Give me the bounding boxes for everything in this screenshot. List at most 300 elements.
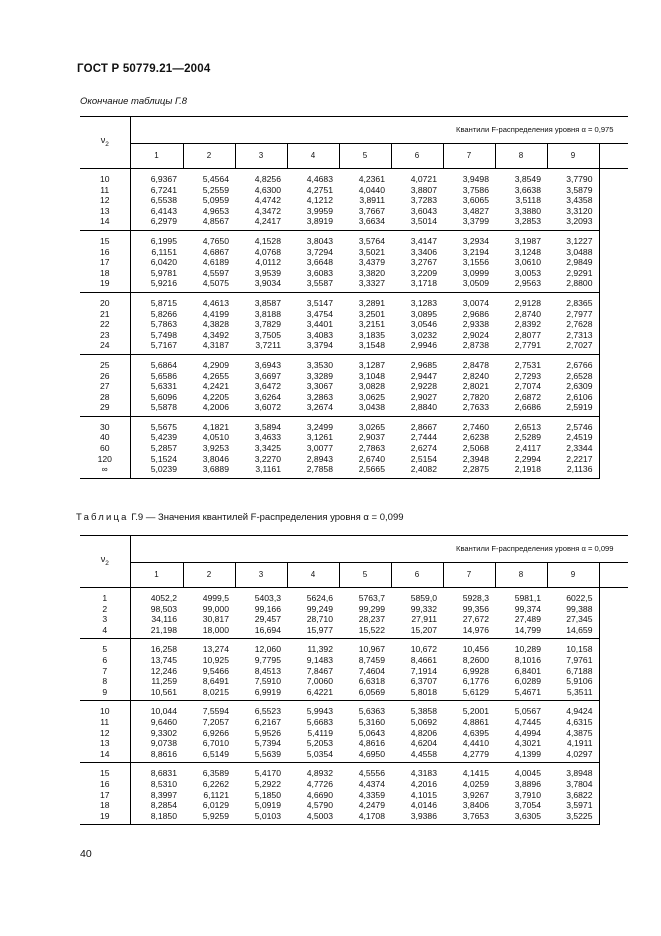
quantile-value: 6,4221: [287, 687, 339, 701]
blank-cell: [599, 811, 628, 825]
quantile-value: 28,237: [358, 614, 385, 625]
table-row: [80, 738, 628, 749]
quantile-value: 7,4604: [358, 665, 385, 676]
table-row: [80, 230, 628, 246]
nu2-value: 27: [80, 381, 130, 392]
quantile-value: 2,7633: [443, 402, 495, 416]
quantile-value: 2,3948: [462, 453, 489, 464]
quantile-value: 2,9338: [462, 319, 489, 330]
quantile-value: 5,0567: [514, 706, 541, 717]
table-row: [80, 655, 628, 666]
quantile-value: 6,3589: [202, 768, 229, 779]
quantile-value: 3,0828: [358, 381, 385, 392]
quantile-value: 28,710: [306, 614, 333, 625]
quantile-value: 3,0232: [410, 329, 437, 340]
quantile-value: 5,9216: [130, 278, 183, 292]
quantile-value: 6,5149: [183, 749, 235, 763]
table-row: [80, 639, 628, 655]
blank-cell: [599, 169, 628, 185]
quantile-value: 4,1415: [462, 768, 489, 779]
quantile-value: 5,5639: [235, 749, 287, 763]
quantile-value: 2,9849: [547, 257, 599, 268]
nu-subscript: 2: [105, 559, 109, 567]
quantile-value: 5,2922: [254, 778, 281, 789]
quantile-value: 99,000: [202, 603, 229, 614]
table-g9-title: Г.9 — Значения квантилей F-распределения уровня α = 0,099: [128, 512, 404, 523]
quantile-value: 4,4558: [391, 749, 443, 763]
quantile-value: 3,2934: [462, 235, 489, 246]
quantile-value: 5,4564: [202, 174, 229, 184]
quantile-value: 2,8800: [547, 278, 599, 292]
column-header: 8: [495, 563, 547, 588]
quantile-value: 3,2501: [358, 308, 385, 319]
quantile-value: 2,8077: [514, 329, 541, 340]
quantile-value: 3,1248: [514, 246, 541, 257]
quantile-value: 3,1556: [462, 257, 489, 268]
quantile-value: 27,345: [547, 614, 599, 625]
quantile-value: 4,5597: [202, 267, 229, 278]
quantile-value: 99,166: [254, 603, 281, 614]
quantile-value: 3,4633: [254, 432, 281, 443]
quantile-value: 9,1483: [306, 654, 333, 665]
quantile-value: 2,8740: [514, 308, 541, 319]
quantile-value: 3,6083: [306, 267, 333, 278]
quantile-value: 4,9653: [202, 205, 229, 216]
table-row: [80, 701, 628, 717]
quantile-value: 4,1911: [547, 738, 599, 749]
quantile-value: 4,0768: [254, 246, 281, 257]
quantile-value: 5928,3: [462, 593, 489, 603]
quantile-value: 10,561: [130, 687, 183, 701]
quantile-value: 4,0045: [514, 768, 541, 779]
quantile-value: 4,3183: [410, 768, 437, 779]
quantile-value: 4,2751: [306, 184, 333, 195]
quantile-value: 6,9367: [150, 174, 177, 184]
column-header: 4: [287, 144, 339, 169]
quantile-value: 2,5068: [462, 443, 489, 454]
quantile-value: 2,8021: [462, 381, 489, 392]
quantile-value: 2,6309: [547, 381, 599, 392]
quantile-value: 7,5594: [202, 706, 229, 717]
blank-cell: [599, 614, 628, 625]
nu2-value: 15: [80, 763, 130, 779]
column-header: 5: [339, 563, 391, 588]
header-row: [80, 536, 628, 563]
quantile-value: 2,9128: [514, 297, 541, 308]
quantile-value: 3,2674: [287, 402, 339, 416]
quantile-value: 6,3707: [410, 676, 437, 687]
quantile-value: 3,9539: [254, 267, 281, 278]
quantile-value: 3,0053: [514, 267, 541, 278]
quantile-value: 3,7294: [306, 246, 333, 257]
nu2-value: ∞: [80, 464, 130, 478]
quantile-value: 3,5225: [547, 811, 599, 825]
quantile-value: 3,1048: [358, 370, 385, 381]
quantile-value: 4,4613: [202, 297, 229, 308]
quantile-value: 2,9037: [358, 432, 385, 443]
blank-cell: [599, 216, 628, 230]
quantile-value: 16,258: [150, 644, 177, 655]
quantile-value: 5,2001: [462, 706, 489, 717]
quantile-value: 3,0610: [514, 257, 541, 268]
nu2-value: 120: [80, 454, 130, 465]
quantile-value: 5,1524: [150, 453, 177, 464]
table-row: [80, 588, 628, 604]
quantile-value: 4,5790: [306, 800, 333, 811]
table-row: [80, 749, 628, 763]
quantile-value: 99,388: [547, 604, 599, 615]
quantile-value: 10,967: [358, 644, 385, 655]
table-word: Таблица: [76, 512, 129, 523]
quantile-value: 6022,5: [547, 588, 599, 604]
quantile-value: 3,0999: [462, 267, 489, 278]
quantile-value: 4,6950: [339, 749, 391, 763]
blank-cell: [599, 800, 628, 811]
quantile-value: 6,0289: [514, 676, 541, 687]
quantile-value: 11,259: [151, 676, 177, 687]
quantile-value: 3,2853: [495, 216, 547, 230]
quantile-value: 2,9686: [462, 308, 489, 319]
quantile-value: 9,0738: [150, 738, 177, 749]
quantile-value: 5,3858: [410, 706, 437, 717]
nu-symbol: ν: [100, 553, 106, 564]
table-row: [80, 614, 628, 625]
quantile-value: 3,3289: [306, 370, 333, 381]
column-number-row: [80, 563, 628, 588]
quantile-value: 8,5310: [150, 778, 177, 789]
quantile-value: 3,5021: [358, 246, 385, 257]
nu2-value: 29: [80, 402, 130, 416]
nu2-value: 8: [80, 676, 130, 687]
quantile-value: 6,1995: [150, 235, 177, 246]
quantile-value: 4,3492: [202, 329, 229, 340]
table-row: [80, 443, 628, 454]
column-header: 2: [183, 563, 235, 588]
document-header: ГОСТ Р 50779.21—2004: [77, 63, 211, 75]
quantile-value: 4,2479: [358, 800, 385, 811]
quantile-value: 4,6204: [410, 738, 437, 749]
nu2-value: 11: [80, 717, 130, 728]
quantile-value: 7,0060: [306, 676, 333, 687]
table-row: [80, 257, 628, 268]
quantile-value: 4,4374: [358, 778, 385, 789]
quantile-value: 2,4082: [391, 464, 443, 478]
quantile-value: 6,9928: [462, 665, 489, 676]
quantile-value: 6,5538: [150, 195, 177, 206]
quantile-value: 4,2205: [202, 391, 229, 402]
quantile-value: 4,6690: [306, 789, 333, 800]
quantile-value: 3,4754: [306, 308, 333, 319]
quantile-value: 5,0959: [202, 195, 229, 206]
quantile-value: 4,8861: [462, 716, 489, 727]
quantile-value: 3,3425: [254, 443, 281, 454]
quantile-value: 3,7653: [443, 811, 495, 825]
quantile-value: 2,6238: [462, 432, 489, 443]
quantile-value: 4,4683: [306, 174, 333, 184]
quantile-value: 3,8948: [547, 763, 599, 779]
table-row: [80, 392, 628, 403]
quantile-value: 4,1399: [495, 749, 547, 763]
quantile-value: 4,4199: [202, 308, 229, 319]
quantile-value: 6,7188: [547, 666, 599, 677]
quantile-value: 8,4513: [254, 665, 281, 676]
quantile-value: 5,4170: [254, 768, 281, 779]
quantile-value: 7,8467: [306, 665, 333, 676]
nu2-value: 6: [80, 655, 130, 666]
quantile-value: 3,2151: [358, 319, 385, 330]
quantile-value: 3,4827: [462, 205, 489, 216]
quantile-value: 4,8932: [306, 768, 333, 779]
nu2-value: 4: [80, 625, 130, 639]
quantile-value: 5,0692: [410, 716, 437, 727]
quantile-value: 99,332: [410, 603, 437, 614]
quantile-value: 4,8616: [358, 738, 385, 749]
quantile-value: 2,8738: [443, 340, 495, 354]
column-header: 2: [183, 144, 235, 169]
quantile-value: 5624,6: [306, 593, 333, 603]
quantile-value: 3,0265: [358, 421, 385, 432]
quantile-value: 3,5147: [306, 297, 333, 308]
quantile-value: 10,289: [514, 644, 541, 655]
quantile-value: 4,8206: [410, 727, 437, 738]
quantile-value: 5,0354: [287, 749, 339, 763]
quantile-value: 3,9498: [462, 174, 489, 184]
blank-cell: [599, 443, 628, 454]
blank-cell: [599, 701, 628, 717]
table-row: [80, 330, 628, 341]
quantile-value: 4,2006: [183, 402, 235, 416]
quantile-value: 6,6318: [358, 676, 385, 687]
quantile-value: 2,7444: [410, 432, 437, 443]
quantile-value: 5,7394: [254, 738, 281, 749]
blank-cell: [599, 655, 628, 666]
quantile-value: 3,5971: [547, 800, 599, 811]
nu2-value: 24: [80, 340, 130, 354]
column-header: 3: [235, 563, 287, 588]
quantile-value: 12,246: [150, 665, 177, 676]
quantile-value: 3,5014: [391, 216, 443, 230]
quantile-value: 3,2209: [410, 267, 437, 278]
quantile-value: 3,2270: [254, 453, 281, 464]
quantile-value: 27,911: [411, 614, 437, 625]
quantile-value: 2,6513: [514, 421, 541, 432]
quantile-value: 2,7628: [547, 319, 599, 330]
quantile-value: 8,4661: [410, 654, 437, 665]
blank-cell: [599, 268, 628, 279]
quantile-value: 5403,3: [254, 593, 281, 603]
quantile-value: 2,9027: [410, 391, 437, 402]
blank-column: [599, 144, 628, 169]
quantile-value: 8,6831: [150, 768, 177, 779]
quantile-value: 3,5587: [287, 278, 339, 292]
quantile-value: 9,5466: [202, 665, 229, 676]
blank-cell: [599, 392, 628, 403]
blank-cell: [599, 257, 628, 268]
quantile-value: 2,7074: [514, 381, 541, 392]
table-row: [80, 666, 628, 677]
nu2-value: 18: [80, 800, 130, 811]
quantile-value: 2,9447: [410, 370, 437, 381]
nu2-value: 7: [80, 666, 130, 677]
quantile-value: 3,6472: [254, 381, 281, 392]
quantile-value: 3,8919: [287, 216, 339, 230]
quantile-value: 2,1136: [547, 464, 599, 478]
quantile-value: 2,4117: [515, 443, 541, 454]
blank-cell: [599, 604, 628, 615]
quantile-value: 4999,5: [202, 593, 229, 603]
quantile-value: 5,6331: [150, 381, 177, 392]
quantile-value: 10,158: [547, 639, 599, 655]
quantile-value: 4,8567: [183, 216, 235, 230]
quantile-value: 2,7791: [495, 340, 547, 354]
quantile-value: 4,7726: [306, 778, 333, 789]
column-header: 7: [443, 144, 495, 169]
quantile-value: 5,6586: [150, 370, 177, 381]
quantile-value: 3,6305: [495, 811, 547, 825]
blank-cell: [599, 247, 628, 258]
quantile-value: 3,6634: [339, 216, 391, 230]
table-row: [80, 371, 628, 382]
page-number: 40: [80, 848, 92, 860]
table-row: [80, 206, 628, 217]
quantile-value: 6,4143: [150, 205, 177, 216]
quantile-value: 3,8807: [410, 184, 437, 195]
quantile-value: 16,694: [235, 625, 287, 639]
nu2-value: 17: [80, 257, 130, 268]
quantile-value: 2,2875: [443, 464, 495, 478]
quantile-value: 3,9034: [235, 278, 287, 292]
quantile-value: 5,6864: [150, 359, 177, 370]
quantile-value: 2,3344: [547, 443, 599, 454]
quantile-value: 5,6683: [306, 716, 333, 727]
blank-cell: [599, 330, 628, 341]
nu2-value: 16: [80, 779, 130, 790]
quantile-value: 4,3187: [183, 340, 235, 354]
quantile-value: 27,489: [514, 614, 541, 625]
nu2-value: 10: [80, 701, 130, 717]
quantile-value: 3,1718: [391, 278, 443, 292]
quantile-value: 6,9266: [202, 727, 229, 738]
quantile-value: 2,7313: [547, 330, 599, 341]
quantile-value: 3,6043: [410, 205, 437, 216]
quantile-value: 3,3406: [410, 246, 437, 257]
blank-cell: [599, 319, 628, 330]
quantile-value: 6,7241: [150, 184, 177, 195]
quantile-value: 4,5075: [183, 278, 235, 292]
table-row: [80, 340, 628, 354]
blank-cell: [599, 402, 628, 416]
quantile-value: 5,7863: [150, 319, 177, 330]
quantile-value: 2,2217: [547, 454, 599, 465]
quantile-value: 2,1918: [495, 464, 547, 478]
blank-cell: [599, 738, 628, 749]
quantile-value: 2,9228: [410, 381, 437, 392]
quantile-value: 7,9761: [547, 655, 599, 666]
quantile-value: 8,2854: [150, 800, 177, 811]
quantile-value: 3,7910: [514, 789, 541, 800]
quantile-table-g9: [80, 535, 628, 825]
quantile-value: 5,4239: [150, 432, 177, 443]
quantile-value: 6,5523: [254, 706, 281, 717]
quantile-value: 3,1161: [235, 464, 287, 478]
quantile-value: 4,1015: [410, 789, 437, 800]
quantile-value: 5981,1: [514, 593, 541, 603]
quantile-value: 4,3021: [514, 738, 541, 749]
quantile-value: 3,6065: [462, 195, 489, 206]
nu2-header: [80, 117, 130, 169]
quantile-value: 2,6740: [358, 453, 385, 464]
quantile-value: 5,8266: [150, 308, 177, 319]
quantile-value: 3,1835: [358, 329, 385, 340]
quantile-table-g8: [80, 116, 628, 479]
nu2-value: 40: [80, 432, 130, 443]
table-continuation-caption: Окончание таблицы Г.8: [80, 96, 188, 107]
quantile-value: 5,5675: [150, 421, 177, 432]
quantile-value: 4,6867: [202, 246, 229, 257]
quantile-value: 3,4401: [306, 319, 333, 330]
quantile-value: 4,0146: [410, 800, 437, 811]
blank-cell: [599, 416, 628, 432]
quantile-value: 2,7293: [514, 370, 541, 381]
blank-cell: [599, 340, 628, 354]
quantile-value: 2,9685: [410, 359, 437, 370]
quantile-value: 3,8046: [202, 453, 229, 464]
quantile-value: 5,3511: [547, 687, 599, 701]
quantile-value: 3,2194: [462, 246, 489, 257]
quantile-value: 4,2779: [443, 749, 495, 763]
nu2-value: 9: [80, 687, 130, 701]
table-row: [80, 169, 628, 185]
table-row: [80, 247, 628, 258]
quantile-value: 2,7863: [358, 443, 385, 454]
quantile-value: 5,0919: [254, 800, 281, 811]
quantile-value: 3,3820: [358, 267, 385, 278]
quantile-value: 10,044: [150, 706, 177, 717]
nu-subscript: 2: [105, 140, 109, 148]
quantile-value: 30,817: [202, 614, 229, 625]
quantile-value: 6,9919: [235, 687, 287, 701]
quantile-value: 3,4379: [358, 257, 385, 268]
nu2-value: 19: [80, 811, 130, 825]
quantile-value: 2,8667: [410, 421, 437, 432]
quantile-value: 3,6638: [514, 184, 541, 195]
nu2-value: 14: [80, 216, 130, 230]
quantile-value: 3,3794: [287, 340, 339, 354]
table-row: [80, 416, 628, 432]
quantile-value: 3,8911: [359, 195, 385, 206]
nu-symbol: ν: [100, 134, 106, 145]
table-row: [80, 432, 628, 443]
quantile-value: 2,8478: [462, 359, 489, 370]
table-row: [80, 811, 628, 825]
nu2-value: 28: [80, 392, 130, 403]
quantile-value: 29,457: [254, 614, 281, 625]
blank-cell: [599, 381, 628, 392]
quantile-value: 4,4994: [514, 727, 541, 738]
quantile-value: 5,5878: [130, 402, 183, 416]
nu2-value: 14: [80, 749, 130, 763]
quantile-value: 2,7531: [514, 359, 541, 370]
quantile-value: 4,6300: [254, 184, 281, 195]
quantile-value: 3,6648: [306, 257, 333, 268]
nu2-value: 3: [80, 614, 130, 625]
column-header: 9: [547, 144, 599, 169]
quantile-value: 3,7054: [514, 800, 541, 811]
table-row: [80, 676, 628, 687]
quantile-value: 3,9386: [391, 811, 443, 825]
table-row: [80, 268, 628, 279]
quantile-value: 3,2863: [306, 391, 333, 402]
